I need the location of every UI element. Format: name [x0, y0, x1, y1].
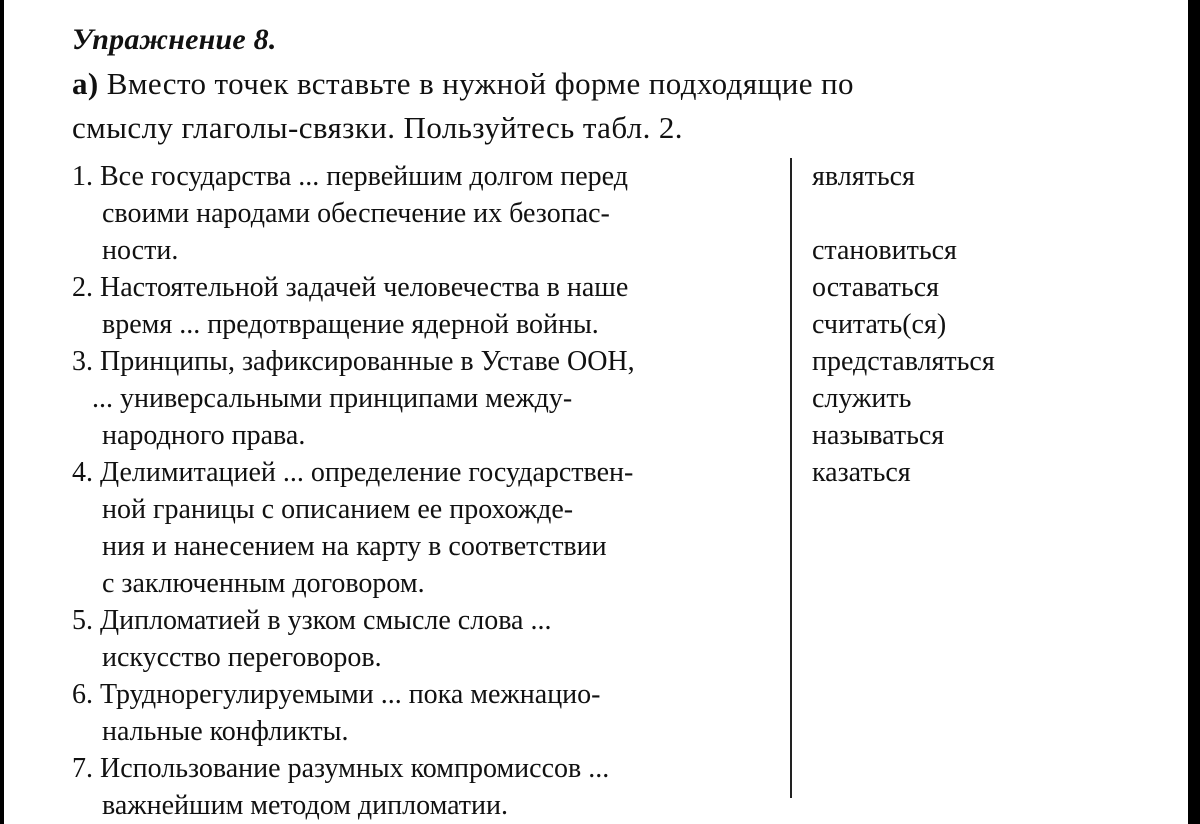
sentence-line: с заключенным договором. — [102, 568, 425, 599]
sentence-line: своими народами обеспечение их безопас- — [102, 198, 610, 229]
instruction-letter: а) — [72, 66, 99, 101]
sentence-item-3 — [72, 343, 772, 454]
exercise-columns — [72, 158, 1172, 824]
instruction-line-1: Вместо точек вставьте в нужной форме подходящие по — [106, 66, 854, 101]
exercise-instruction — [72, 62, 1172, 150]
sentence-line: 3. Принципы, зафиксированные в Уставе ООН, — [72, 346, 635, 377]
sentence-list — [72, 158, 772, 824]
sentence-line: народного права. — [102, 420, 306, 451]
left-frame-edge — [0, 0, 4, 824]
sentence-line: 1. Все государства ... первейшим долгом перед — [72, 161, 628, 192]
verb-item: казаться — [812, 457, 911, 488]
sentence-line: нальные конфликты. — [102, 716, 349, 747]
verb-item: являться — [812, 161, 915, 192]
right-frame-edge — [1188, 0, 1200, 824]
sentence-line: время ... предотвращение ядерной войны. — [102, 309, 599, 340]
sentence-line: 7. Использование разумных компромиссов ... — [72, 753, 610, 784]
sentence-item-5 — [72, 602, 772, 676]
sentence-line: 5. Дипломатией в узком смысле слова ... — [72, 605, 552, 636]
verb-item: представляться — [812, 346, 995, 377]
sentence-line: ния и нанесением на карту в соответствии — [102, 531, 607, 562]
sentence-line: 2. Настоятельной задачей человечества в наше — [72, 272, 629, 303]
sentence-line: 6. Труднорегулируемыми ... пока межнацио- — [72, 679, 601, 710]
column-divider — [790, 158, 792, 798]
verb-item: становиться — [812, 235, 957, 266]
sentence-line: искусство переговоров. — [102, 642, 382, 673]
sentence-line: важнейшим методом дипломатии. — [102, 790, 509, 821]
sentence-item-4 — [72, 454, 772, 602]
verb-item: называться — [812, 420, 945, 451]
sentence-line: 4. Делимитацией ... определение государствен- — [72, 457, 634, 488]
exercise-page — [72, 22, 1172, 824]
instruction-line-2: смыслу глаголы-связки. Пользуйтесь табл. 2. — [72, 110, 683, 145]
sentence-line: ности. — [102, 235, 179, 266]
verb-item: считать(ся) — [812, 309, 947, 340]
sentence-item-7 — [72, 750, 772, 824]
sentence-line: ... универсальными принципами между- — [92, 383, 573, 414]
sentence-item-6 — [72, 676, 772, 750]
verb-item: оставаться — [812, 272, 939, 303]
sentence-line: ной границы с описанием ее прохожде- — [102, 494, 574, 525]
verb-item: служить — [812, 383, 912, 414]
sentence-item-1 — [72, 158, 772, 269]
exercise-title: Упражнение 8. — [72, 23, 277, 56]
sentence-item-2 — [72, 269, 772, 343]
